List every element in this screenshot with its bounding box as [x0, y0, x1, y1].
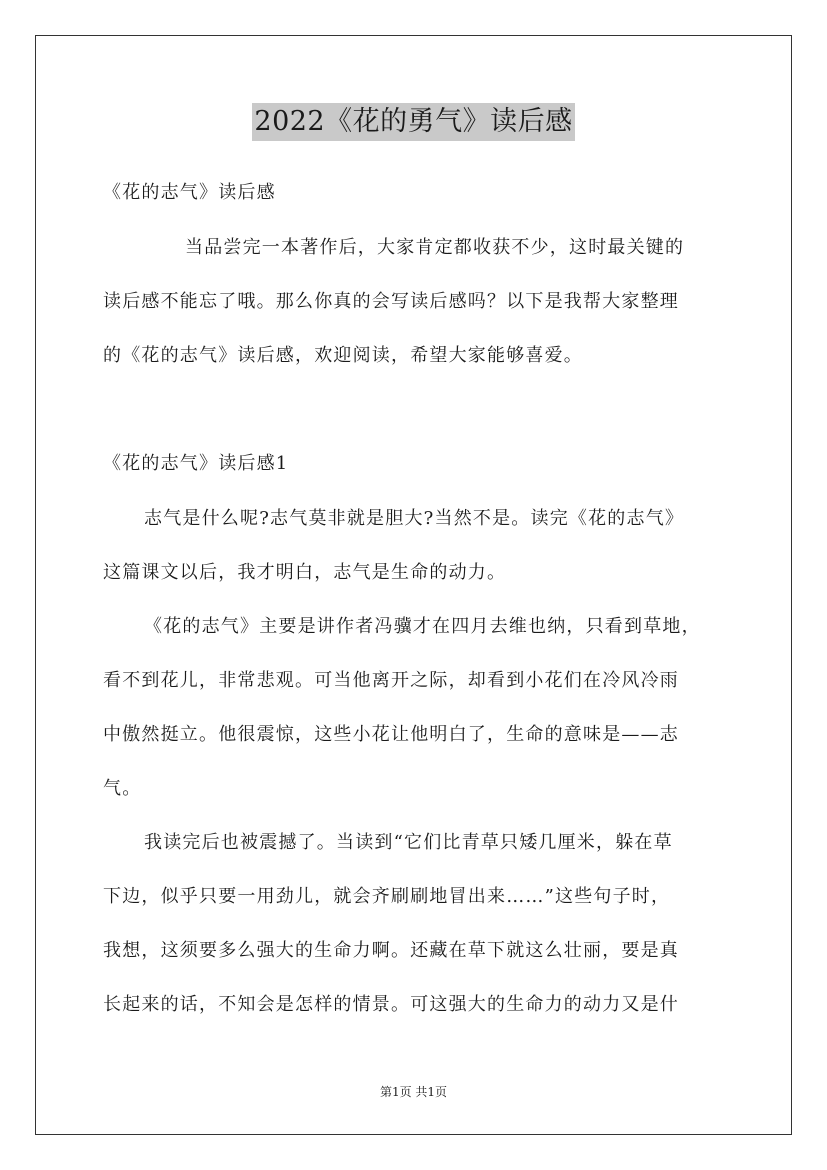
intro-line: 读后感不能忘了哦。那么你真的会写读后感吗？以下是我帮大家整理 — [103, 291, 679, 312]
paragraph-line: 下边，似乎只要一用劲儿，就会齐刷刷地冒出来……”这些句子时， — [103, 886, 671, 907]
paragraph-line: 志气是什么呢?志气莫非就是胆大?当然不是。读完《花的志气》 — [144, 508, 685, 529]
paragraph-line: 我读完后也被震撼了。当读到“它们比青草只矮几厘米，躲在草 — [144, 832, 673, 853]
page-number-footer: 第1页 共1页 — [379, 1085, 448, 1099]
intro-line: 的《花的志气》读后感，欢迎阅读，希望大家能够喜爱。 — [103, 345, 583, 366]
section-heading: 《花的志气》读后感1 — [103, 453, 289, 474]
paragraph-line: 长起来的话，不知会是怎样的情景。可这强大的生命力的动力又是什 — [103, 994, 679, 1015]
paragraph-line: 中傲然挺立。他很震惊，这些小花让他明白了，生命的意味是——志 — [103, 724, 679, 745]
paragraph-line: 我想，这须要多么强大的生命力啊。还藏在草下就这么壮丽，要是真 — [103, 940, 679, 961]
paragraph-line: 这篇课文以后，我才明白，志气是生命的动力。 — [103, 562, 507, 583]
intro-line: 当品尝完一本著作后，大家肯定都收获不少，这时最关键的 — [185, 237, 685, 258]
document-title: 2022《花的勇气》读后感 — [252, 103, 574, 141]
paragraph-line: 气。 — [103, 778, 142, 799]
paragraph-line: 看不到花儿，非常悲观。可当他离开之际，却看到小花们在冷风冷雨 — [103, 670, 679, 691]
paragraph-line: 《花的志气》主要是讲作者冯骥才在四月去维也纳，只看到草地， — [144, 616, 701, 637]
document-subtitle: 《花的志气》读后感 — [103, 182, 276, 203]
title-container — [0, 103, 827, 141]
